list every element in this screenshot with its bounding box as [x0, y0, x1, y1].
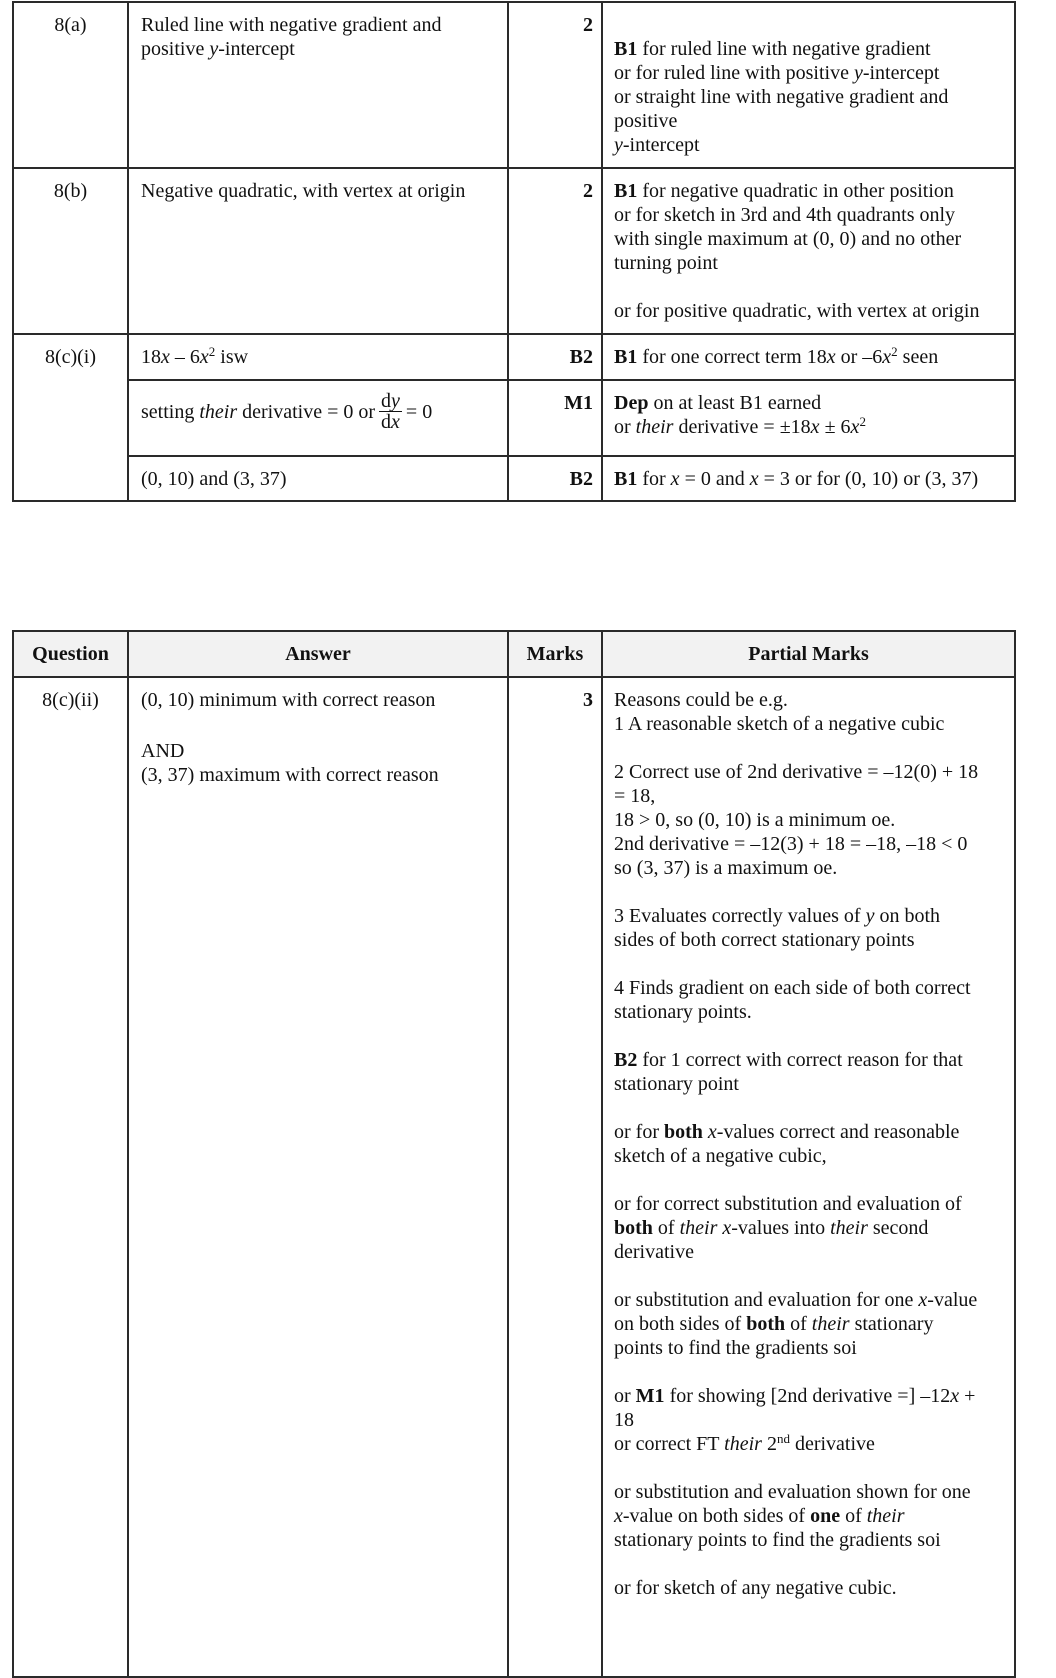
answer-text: $18x - 6x^2$ isw	[141, 344, 249, 368]
marks-value: 2	[583, 14, 593, 36]
marks-value: 2	[583, 180, 593, 202]
partial-marks-text: Dep on at least B1 earned or their derivative = $\pm 18x \pm 6x^2$	[614, 392, 866, 438]
partial-marks-text: B1 for ruled line with negative gradient or for ruled line with positive y-intercept or straight line with negative gradient and positive y-intercept	[614, 38, 949, 156]
column-header-partial-marks: Partial Marks	[602, 631, 1015, 677]
answer-text: (0, 10) minimum with correct reason AND (3, 37) maximum with correct reason	[141, 689, 439, 786]
marks-value: B2	[569, 468, 593, 490]
marks-value: 3	[583, 689, 593, 711]
mark-scheme-table-continued	[12, 1, 1016, 502]
table-row	[13, 456, 1015, 501]
partial-marks-text: B1 for x = 0 and x = 3 or for (0, 10) or (3, 37)	[614, 468, 979, 490]
table-row	[13, 677, 1015, 1677]
column-header-marks: Marks	[508, 631, 602, 677]
answer-text: Negative quadratic, with vertex at origin	[141, 180, 466, 202]
answer-text: setting their derivative = 0 or $\frac{dy}{dx}$ = 0	[141, 390, 433, 433]
answer-text: Ruled line with negative gradient and positive y-intercept	[141, 14, 442, 60]
marks-value: B2	[569, 346, 593, 368]
answer-text: (0, 10) and (3, 37)	[141, 468, 287, 490]
question-number: 8(b)	[53, 180, 88, 202]
marks-value: M1	[564, 392, 593, 414]
partial-marks-text: Reasons could be e.g. 1 A reasonable sketch of a negative cubic 2 Correct use of 2nd derivative = –12(0) + 18 = 18, 18 > 0, so (0, 10) is a minimum oe. 2nd derivative = –12(3) + 18 = –18, –18 < 0 so (3, 37) is a maximum oe. 3 Evaluates correctly values of y on both sides of both correct stationary points 4 Finds gradient on each side of both correct stationary points. B2 for 1 correct with correct reason for that stationary point or for both x-values correct and reasonable sketch of a negative cubic, or for correct substitution and evaluation of both of their x-values into their second derivative or substitution and evaluation for one x-value on both sides of both of their stationary points to find the gradients soi or M1 for showing [2nd derivative =] –12x + 18 or correct FT their 2nd derivative or substitution and evaluation shown for one x-value on both sides of one of their stationary points to find the gradients soi or for sketch of any negative cubic.	[614, 689, 979, 1599]
dy-dx-fraction: $\frac{dy}{dx}$	[381, 390, 400, 433]
question-number: 8(c)(ii)	[42, 689, 99, 711]
mark-scheme-table	[12, 630, 1016, 1678]
table-row	[13, 380, 1015, 456]
partial-marks-text: B1 for one correct term 18x or $-6x^2$ seen	[614, 344, 939, 368]
column-header-question: Question	[13, 631, 128, 677]
table-row	[13, 168, 1015, 334]
table-row	[13, 334, 1015, 380]
table-header-row	[13, 631, 1015, 677]
table-row	[13, 2, 1015, 168]
question-number: 8(a)	[54, 14, 87, 36]
question-number: 8(c)(i)	[44, 346, 97, 368]
column-header-answer: Answer	[128, 631, 508, 677]
partial-marks-text: B1 for negative quadratic in other position or for sketch in 3rd and 4th quadrants only with single maximum at (0, 0) and no other turning point or for positive quadratic, with vertex at origin	[614, 180, 980, 322]
